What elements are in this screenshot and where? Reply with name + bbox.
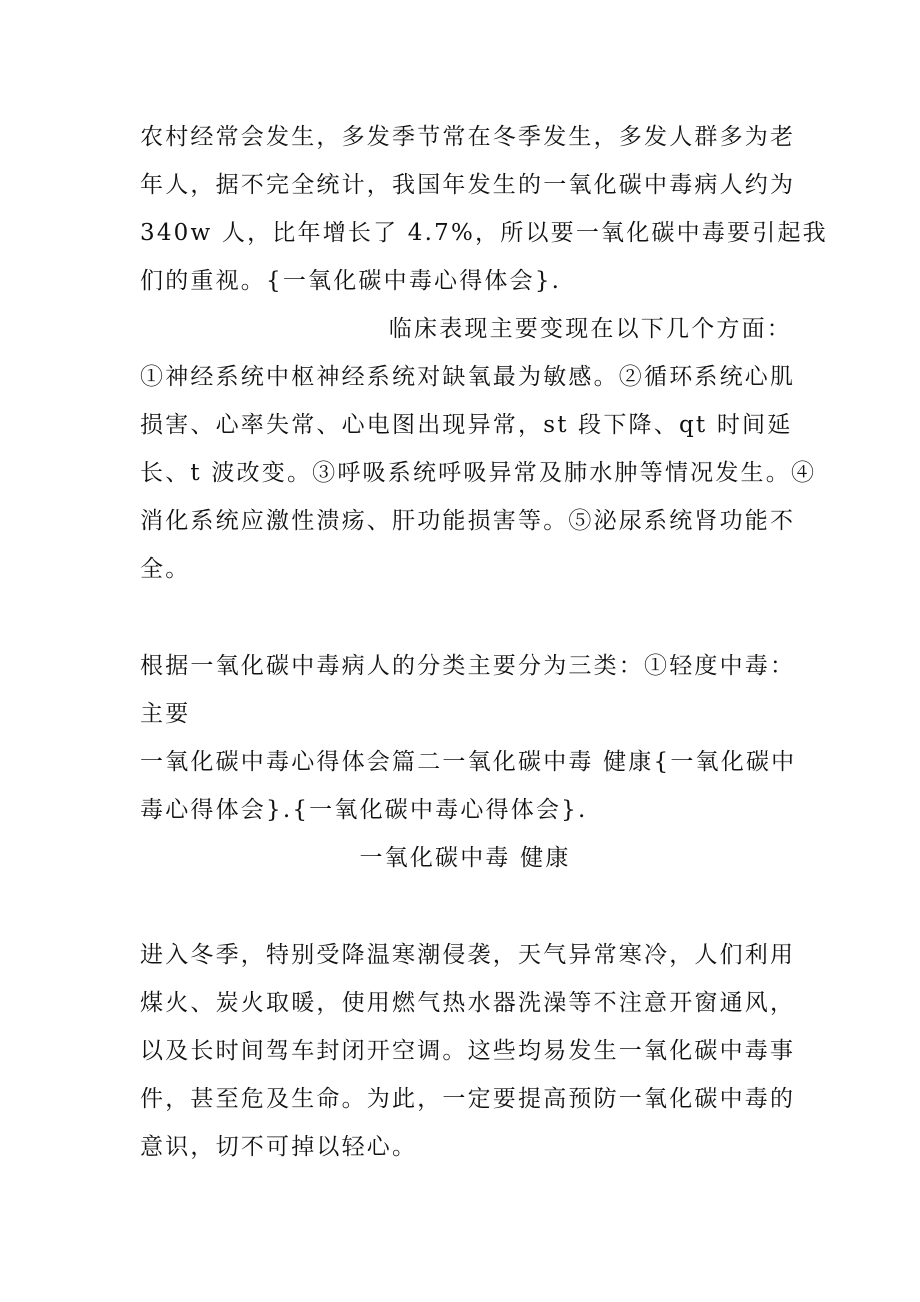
para4-line-1: 进入冬季，特别受降温寒潮侵袭，天气异常寒冷，人们利用 [140,942,796,968]
para1-line-2: 年人，据不完全统计，我国年发生的一氧化碳中毒病人约为 [140,172,796,198]
para3-line-3: 一氧化碳中毒心得体会篇二一氧化碳中毒 健康{一氧化碳中 [140,749,797,775]
para2-line-6: 全。 [140,556,191,582]
para3-line-1: 根据一氧化碳中毒病人的分类主要分为三类：①轻度中毒： [140,653,796,679]
para2-line-5: 消化系统应激性溃疡、肝功能损害等。⑤泌尿系统肾功能不 [140,508,796,534]
para2-line-2: ①神经系统中枢神经系统对缺氧最为敏感。②循环系统心肌 [140,364,796,390]
para3-line-2: 主要 [140,701,191,727]
para1-line-3: 340w 人，比年增长了 4.7%，所以要一氧化碳中毒要引起我 [140,220,828,246]
para4-line-2: 煤火、炭火取暖，使用燃气热水器洗澡等不注意开窗通风， [140,990,796,1016]
para1-line-4: 们的重视。{一氧化碳中毒心得体会}. [140,268,562,294]
para4-line-5: 意识，切不可掉以轻心。 [140,1134,418,1160]
para4-line-3: 以及长时间驾车封闭开空调。这些均易发生一氧化碳中毒事 [140,1038,796,1064]
para3-line-4: 毒心得体会}.{一氧化碳中毒心得体会}. [140,797,588,823]
para1-line-1: 农村经常会发生，多发季节常在冬季发生，多发人群多为老 [140,124,796,150]
para2-line-4: 长、t 波改变。③呼吸系统呼吸异常及肺水肿等情况发生。④ [140,460,817,486]
section-heading: 一氧化碳中毒 健康 [359,845,571,871]
para2-lead-line: 临床表现主要变现在以下几个方面： [388,316,792,342]
para2-line-3: 损害、心率失常、心电图出现异常，st 段下降、qt 时间延 [140,412,793,438]
para4-line-4: 件，甚至危及生命。为此，一定要提高预防一氧化碳中毒的 [140,1086,796,1112]
